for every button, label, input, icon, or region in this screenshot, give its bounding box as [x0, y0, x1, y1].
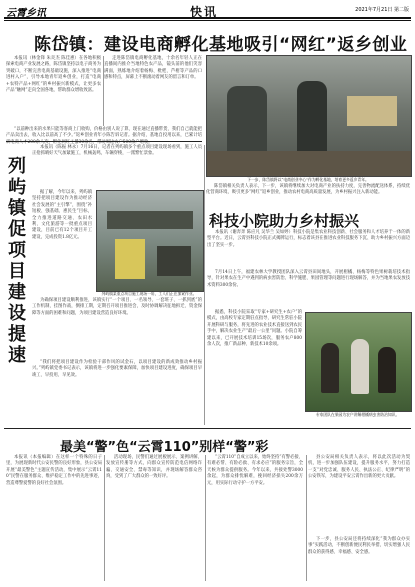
issue-date: 2021年7月21日 第二版 — [355, 7, 409, 13]
article2-photo — [96, 190, 204, 292]
article1-paragraph: “以前种出来的水果只能等客商上门收购，价格由别人说了算，现在通过直播带货，我们自己就能把产品卖出去，收入比以前高了不少。”返乡创业青年小陈告诉记者。据介绍，基地自投用以来，已累计培训电商人才200余人次，孵化网红主播30余名，带动周边农户500余户增收。 — [6, 127, 202, 145]
article3-photo — [305, 312, 412, 412]
article3-paragraph: 本报讯（谢奔奔 陈应凡 吴华兰 吴如婷）科技小院是集农业科技创新、社会服务和人才培养于一体的新型平台。近日，云霄县科技小院正式揭牌运行，标志着该县在推进农业科技服务下沉、助力乡村振兴方面迈出了坚实一步。 — [207, 230, 410, 248]
article2-paragraph: 本报讯（陈振 林永）7月16日，记者在列屿镇多个重点项目建设现场看到，施工人员正抢抓晴好天气加紧施工，机械轰鸣，车辆穿梭，一派繁忙景象。 — [32, 145, 202, 157]
article3-paragraph: 7月14日上午，福建农林大学教授团队深入云霄县田间地头，开展柑橘、杨梅等特色果树栽培技术指导，针对果农在生产中遇到的病虫害防治、科学施肥、果园管理等问题进行现场解答，并为当地果农发放技术资料300余份。 — [207, 270, 410, 288]
article4-paragraph: 县公安局相关负责人表示，将以此次活动为契机，进一步加强队伍建设，提升服务水平，努力打造一支“对党忠诚、服务人民、执法公正、纪律严明”的公安铁军，为建设平安云霄作出新的更大贡献。 — [308, 455, 410, 480]
article1-paragraph: 走进陈岱镇电商孵化基地，十余名年轻人正在直播间内推介当地特色农产品，镜头前的他们笑容满面，熟练地介绍着杨梅、枇杷、芦柑等产品的口感和特点，屏幕上不断滚动着网友的留言和订单。 — [104, 56, 202, 81]
article2-paragraph: 据了解，今年以来，列屿镇坚持把项目建设作为推动经济社会发展的“主引擎”，围绕“补短板、强基础、惠民生”目标，全力推进道路交通、农田水利、文化旅游等一批重点项目建设，目前已有12个项目开工建设，完成投资1.8亿元。 — [32, 190, 92, 240]
article4-paragraph: “云霄110”自成立以来，始终坚持“有警必接、有难必帮、有险必救、有求必应”的服务宗旨，全天候为群众提供服务。今年以来，共接处警3000余起，为群众排忧解难，挽回经济损失200余万元，用实际行动守护一方平安。 — [207, 455, 303, 486]
section-divider — [4, 428, 411, 429]
column-divider — [103, 56, 104, 126]
section-divider — [6, 141, 202, 142]
article4-paragraph: 下一步，县公安局还将持续深化“我为群众办实事”实践活动，不断创新便民利民举措，切实增强人民群众的获得感、幸福感、安全感。 — [308, 537, 410, 555]
article2-vertical-headline: 列屿镇促项目建设提速 — [8, 156, 26, 366]
article4-paragraph: 本报讯（本报编辑）在这样一个特殊的日子里，为展现新时代公安民警的良好形象，县公安局开展“最美警色”主题宣传活动，集中展示“云霄110”民警在服务群众、维护稳定工作中的先进事迹，营造尊警爱警的良好社会氛围。 — [6, 455, 102, 486]
article4-paragraph: 活动现场，民警们通过展板展示、案例讲解、发放宣传册等方式，向群众宣传防范电信网络诈骗、交通安全、禁毒等知识，并现场解答群众咨询，受到了广大群众的一致好评。 — [106, 455, 202, 480]
article1-paragraph: 本报讯（林金锋 朱炎杰 陈佳惠）在各地积极探索电商产业发展之路，陈岱镇坚持以电子商务为突破口，不断完善电商基础设施，深入推进“电商进村入户”，引导本地青年返乡创业，打造“电商+农特产品+网红”的乡村振兴新模式，让更多农产品“触网”走向全国各地，帮助群众增收致富。 — [6, 56, 101, 94]
section-name: 云霄乡讯 — [6, 8, 46, 19]
article2-photo-caption: 列屿镇某重点项目施工现场一角，工人们正在加紧作业。 — [101, 291, 197, 296]
column-divider — [306, 455, 307, 581]
article3-paragraph: 据悉，科技小院采取“专家+研究生+农户”的模式，由高校专家定期驻点指导，研究生常驻小院开展科研与服务，将先进的农业技术直接送到农民手中，解决农业生产“最后一公里”问题。小院自筹建以来，已开展技术培训15场次，服务农户800余人次，推广新品种、新技术10余项。 — [207, 310, 302, 348]
article3-photo-caption: 专家团队在果园为农户讲解柑橘病虫害防治知识。 — [315, 412, 400, 417]
column-divider — [104, 455, 105, 581]
article1-photo — [206, 55, 412, 177]
header-rule-thin — [4, 20, 411, 21]
column-divider — [205, 455, 206, 581]
page-section-title: 快讯 — [190, 5, 219, 19]
header-rule-thick — [4, 17, 411, 19]
article1-headline: 陈岱镇：建设电商孵化基地吸引“网红”返乡创业 — [34, 35, 408, 55]
article3-headline: 科技小院助力乡村振兴 — [209, 212, 360, 230]
article1-paragraph: 陈岱镇相关负责人表示，下一步，该镇将继续加大对电商产业的扶持力度，完善物流配送体系，持续优化营商环境，吸引更多“网红”返乡创业，推动农村电商高质量发展，为乡村振兴注入新动能。 — [206, 184, 410, 196]
article4-headline: 最美“警”色“云霄110”别样“警”彩 — [60, 440, 269, 455]
column-divider — [204, 145, 205, 425]
article2-paragraph: “我们将把项目建设作为检验干部作风的试金石，以项目建设的新成效推动乡村振兴。”列屿镇党委书记表示，该镇将进一步强化要素保障，加快项目建设进度，确保项目早竣工、早投用、早见效。 — [32, 360, 202, 378]
article1-photo-caption: 下一步，陈岱镇将以“电商创业中心”作为孵化基地，培育更多返乡青年。 — [247, 177, 369, 182]
article2-paragraph: 为确保项目建设顺利推进，该镇实行“一个项目、一名领导、一套班子、一抓到底”的工作机制，挂图作战，倒排工期，定期召开项目推进会，及时协调解决征地拆迁、资金保障等方面的困难和问题，为项目建设营造良好环境。 — [32, 298, 202, 316]
